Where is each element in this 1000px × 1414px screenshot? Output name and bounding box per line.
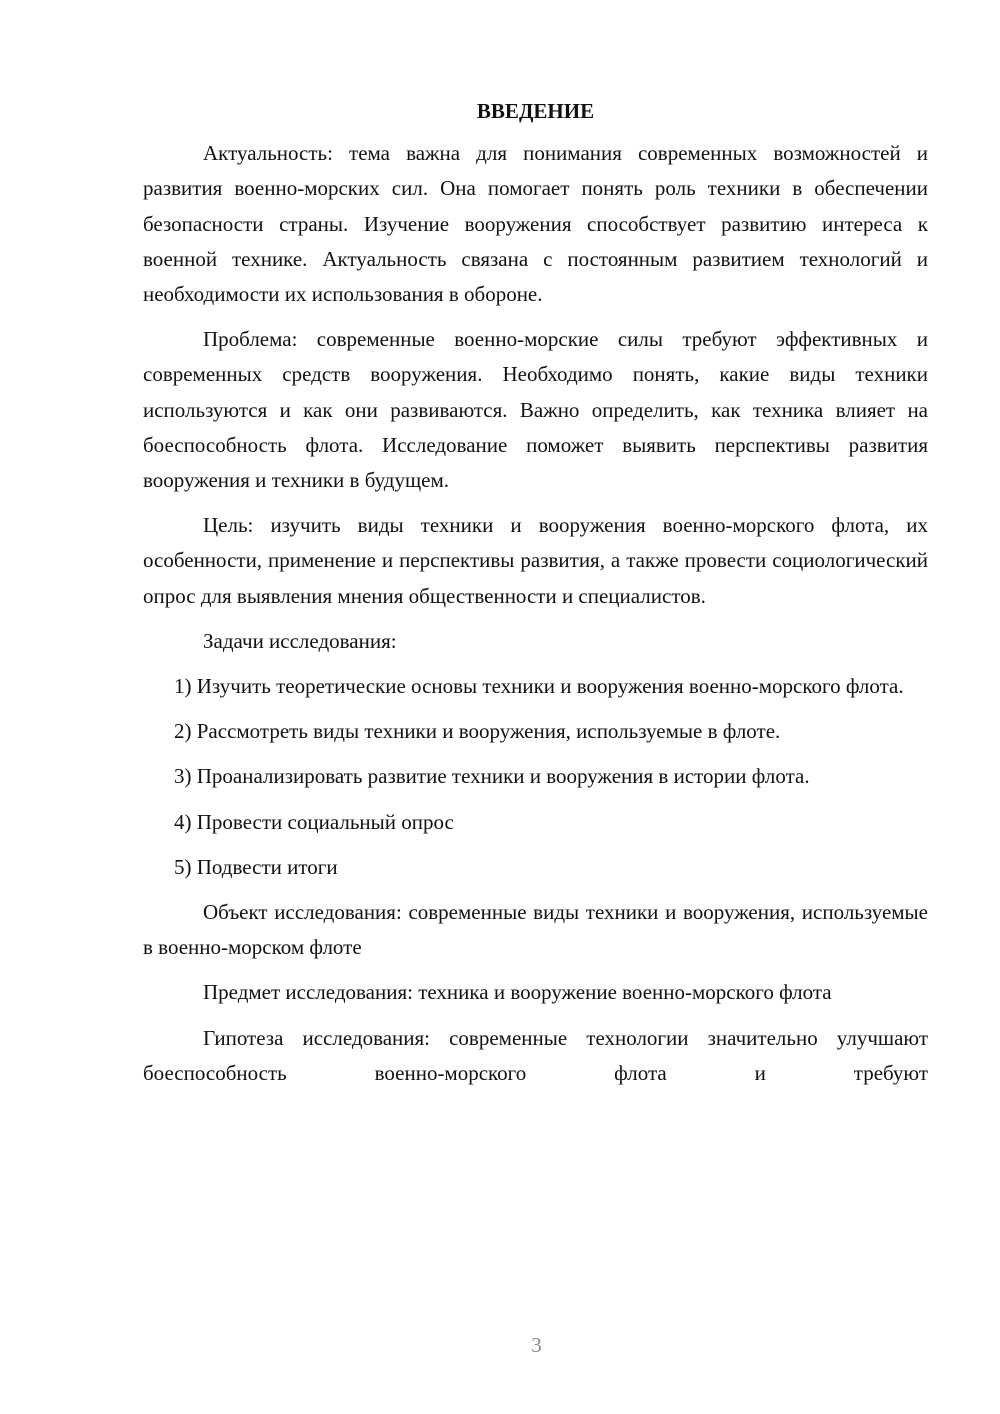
task-item-5: 5) Подвести итоги [174, 854, 338, 879]
paragraph-hypothesis: Гипотеза исследования: современные технологии значительно улучшают боеспособность военно-морского флота и требуют [143, 1025, 928, 1085]
task-item-4: 4) Провести социальный опрос [174, 809, 454, 834]
paragraph-object: Объект исследования: современные виды техники и вооружения, используемые в военно-морском флоте [143, 900, 928, 960]
task-item-1: 1) Изучить теоретические основы техники и вооружения военно-морского флота. [174, 674, 904, 699]
paragraph-problem: Проблема: современные военно-морские силы требуют эффективных и современных средств вооружения. Необходимо понять, какие виды техники используются и как они развиваются. Важно определить, как техника влияет на боеспособность флота. Исследование поможет выявить перспективы развития вооружения и техники в будущем. [143, 327, 928, 493]
document-body [143, 94, 928, 1101]
task-item-2: 2) Рассмотреть виды техники и вооружения, используемые в флоте. [174, 719, 781, 744]
paragraph-subject: Предмет исследования: техника и вооружение военно-морского флота [203, 980, 832, 1005]
tasks-heading: Задачи исследования: [203, 628, 397, 653]
section-title: ВВЕДЕНИЕ [476, 99, 595, 123]
page-number: 3 [531, 1333, 542, 1357]
task-item-3: 3) Проанализировать развитие техники и вооружения в истории флота. [174, 764, 810, 789]
paragraph-relevance: Актуальность: тема важна для понимания современных возможностей и развития военно-морских сил. Она помогает понять роль техники в обеспечении безопасности страны. Изучение вооружения способствует развитию интереса к военной технике. Актуальность связана с постоянным развитием технологий и необходимости их использования в обороне. [143, 141, 928, 307]
paragraph-goal: Цель: изучить виды техники и вооружения военно-морского флота, их особенности, применение и перспективы развития, а также провести социологический опрос для выявления мнения общественности и специалистов. [143, 513, 928, 608]
